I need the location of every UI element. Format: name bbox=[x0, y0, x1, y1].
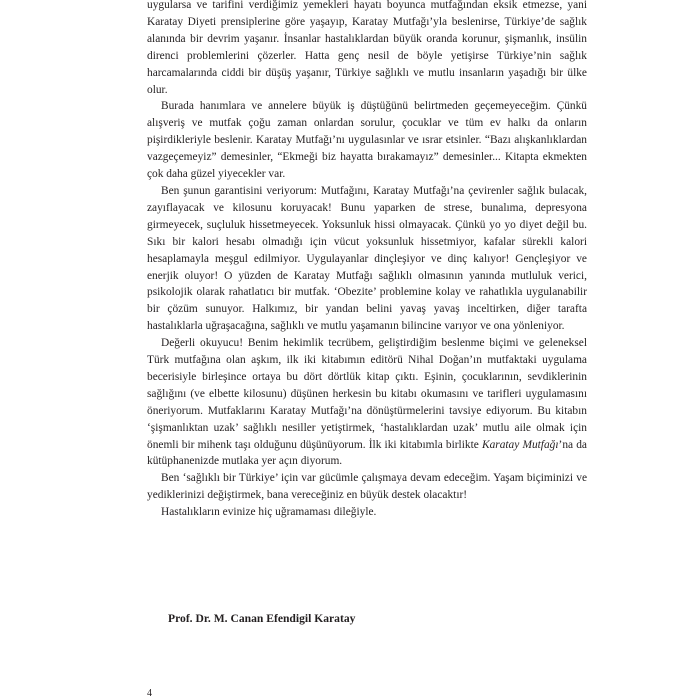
page-number: 4 bbox=[147, 688, 152, 699]
paragraph-6: Hastalıkların evinize hiç uğramaması dileğiyle. bbox=[161, 506, 377, 519]
book-title-emphasis: Karatay Mutfağı bbox=[481, 438, 559, 451]
paragraph-3: Ben şunun garantisini veriyorum: Mutfağını, Karatay Mutfağı’na çevirenler sağlık bulacak, zayıflayacak ve kilosunu koruyacak! Bunu yaparken de strese, bunalıma, depresyona girmeyecek, suçluluk hissetmeyecek. Yoksunluk hissi olmayacak. Çünkü yo yo diyet değil bu. Sıkı bir kalori hesabı olmadığı için vücut yoksunluk hissetmiyor, kafalar sürekli kalori hesaplamayla meşgul edilmiyor. Uygulayanlar dinçleşiyor ve dinç kalıyor! Gençleşiyor ve enerjik oluyor! O yüzden de Karatay Mutfağı sağlıklı olmasının yanında mutluluk verici, psikolojik olarak rahatlatıcı bir mutfak. ‘Obezite’ problemine kolay ve rahatlıkla uygulanabilir bir çözüm sunuyor. Halkımız, bir yandan belini yavaş yavaş inceltirken, diğer tarafta hastalıklarla uğraşacağına, sağlıklı ve mutlu yaşamanın bilincine varıyor ve ona yönleniyor. bbox=[147, 184, 587, 333]
paragraph-4: Değerli okuyucu! Benim hekimlik tecrübem, geliştirdiğim beslenme biçimi ve geleneksel Türk mutfağına olan aşkım, ilk iki kitabımın editörü Nihal Doğan’ın mutfaktaki uygulama becerisiyle birleşince ortaya bu dört dörtlük kitap çıktı. Eşinin, çocuklarının, sevdiklerinin sağlığını (ve elbette kilosunu) düşünen herkesin bu kitabı okumasını ve tarifleri uygulamasını öneriyorum. Mutfaklarını Karatay Mutfağı’na dönüştürmelerini tavsiye ediyorum. Bu kitabın ‘şişmanlıktan uzak’ sağlıklı nesiller yetiştirmek, ‘hastalıklardan uzak’ mutlu aile olmak için önemli bir mihenk taşı olduğunu düşünüyorum. İlk iki kitabımla birlikte Karatay Mutfağı’na da kütüphanenizde mutlaka yer açın diyorum. bbox=[147, 337, 587, 468]
paragraph-2: Burada hanımlara ve annelere büyük iş düştüğünü belirtmeden geçemeyeceğim. Çünkü alışveriş ve mutfak çoğu zaman onlardan sorulur, çocuklar ve tüm ev halkı da onların pişirdikleriyle beslenir. Karatay Mutfağı’nı uygulasınlar ve ısrar etsinler. “Bazı alışkanlıklardan vazgeçemeyiz” demesinler, “Ekmeği biz hayatta bırakamayız” demesinler... Kitapta ekmekten çok daha güzel yiyecekler var. bbox=[147, 100, 587, 181]
paragraph-1: uygularsa ve tarifini verdiğimiz yemekleri hayatı boyunca mutfağından eksik etmezse, yani Karatay Diyeti prensiplerine göre yaşayıp, Karatay Mutfağı’yla beslenirse, Türkiye’de sağlık alanında bir devrim yaşanır. İnsanlar hastalıklardan büyük oranda korunur, şişmanlık, insülin direnci problemlerini çözerler. Hatta genç nesil de böyle yetişirse Türkiye’nin sağlık harcamalarında ciddi bir düşüş yaşanır, Türkiye sağlıklı ve mutlu insanların yaşadığı bir ülke olur. bbox=[147, 0, 587, 96]
paragraph-5: Ben ‘sağlıklı bir Türkiye’ için var gücümle çalışmaya devam edeceğim. Yaşam biçiminizi ve yediklerinizi değiştirmek, bana vereceğiniz en büyük destek olacaktır! bbox=[147, 472, 587, 502]
author-signature: Prof. Dr. M. Canan Efendigil Karatay bbox=[168, 612, 356, 625]
body-text bbox=[147, 0, 587, 521]
